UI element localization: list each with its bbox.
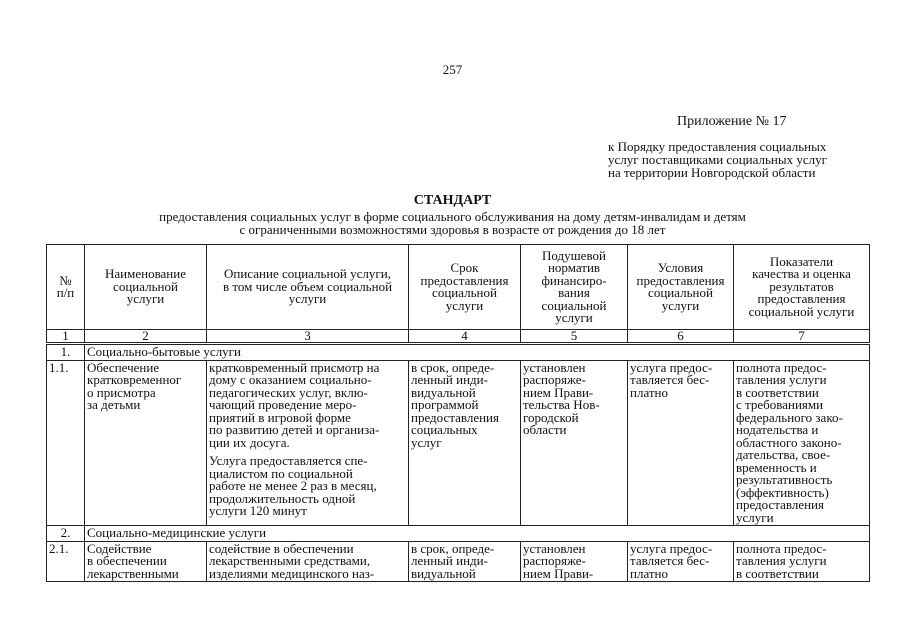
header-name: Наименование социальной услуги: [85, 245, 207, 330]
description-paragraph: Услуга предоставляется спе- циалистом по социальной работе не менее 2 раз в месяц, продолжительность одной услуги 120 минут: [209, 453, 377, 518]
document-subtitle: предоставления социальных услуг в форме социального обслуживания на дому детям-инвалидам и детям с ограниченными возможностями здоровья в возрасте от рождения до 18 лет: [159, 209, 746, 237]
service-quality: полнота предос- тавления услуги в соответствии: [734, 541, 870, 582]
document-title: СТАНДАРТ: [413, 193, 492, 208]
service-norm: установлен распоряже- нием Прави- тельства Нов- городской области: [521, 360, 628, 526]
section-title: Социально-бытовые услуги: [85, 344, 870, 361]
column-number: 4: [409, 330, 521, 344]
header-quality: Показатели качества и оценка результатов предоставления социальной услуги: [734, 245, 870, 330]
section-title: Социально-медицинские услуги: [85, 526, 870, 542]
column-number: 3: [207, 330, 409, 344]
service-name: Содействие в обеспечении лекарственными: [85, 541, 207, 582]
header-row: [47, 245, 870, 330]
column-number: 6: [628, 330, 734, 344]
appendix-note: к Порядку предоставления социальных услуг поставщиками социальных услуг на территории Новгородской области: [608, 139, 827, 180]
section-number: 1.: [47, 344, 85, 361]
service-conditions: услуга предос- тавляется бес- платно: [628, 360, 734, 526]
column-number: 1: [47, 330, 85, 344]
column-number: 2: [85, 330, 207, 344]
service-conditions: услуга предос- тавляется бес- платно: [628, 541, 734, 582]
service-description: [207, 360, 409, 526]
service-name: Обеспечение кратковременног о присмотра за детьми: [85, 360, 207, 526]
column-number: 7: [734, 330, 870, 344]
service-term: в срок, опреде- ленный инди- видуальной программой предоставления социальных услуг: [409, 360, 521, 526]
service-quality: полнота предос- тавления услуги в соответствии с требованиями федерального зако- нодательства и областного законо- дательства, свое- временность и результативность (эффективность) предоставления услуги: [734, 360, 870, 526]
section-row: [47, 526, 870, 542]
description-paragraph: кратковременный присмотр на дому с оказанием социально- педагогических услуг, вклю- чающий проведение меро- приятий в игровой форме по развитию детей и организа- ции их досуга.: [209, 359, 380, 450]
column-number-row: [47, 330, 870, 344]
row-number: 2.1.: [47, 541, 85, 582]
table-row: [47, 360, 870, 526]
service-term: в срок, опреде- ленный инди- видуальной: [409, 541, 521, 582]
appendix-label: Приложение № 17: [677, 114, 787, 129]
row-number: 1.1.: [47, 360, 85, 526]
service-norm: установлен распоряже- нием Прави-: [521, 541, 628, 582]
column-number: 5: [521, 330, 628, 344]
section-number: 2.: [47, 526, 85, 542]
header-conditions: Условия предоставления социальной услуги: [628, 245, 734, 330]
page-number: 257: [442, 62, 463, 77]
service-description: содействие в обеспечении лекарственными средствами, изделиями медицинского наз-: [207, 541, 409, 582]
header-num: № п/п: [47, 245, 85, 330]
header-description: Описание социальной услуги, в том числе объем социальной услуги: [207, 245, 409, 330]
table-row: [47, 541, 870, 582]
section-row: [47, 344, 870, 361]
standard-table: [46, 244, 870, 582]
header-term: Срок предоставления социальной услуги: [409, 245, 521, 330]
header-norm: Подушевой норматив финансиро- вания социальной услуги: [521, 245, 628, 330]
